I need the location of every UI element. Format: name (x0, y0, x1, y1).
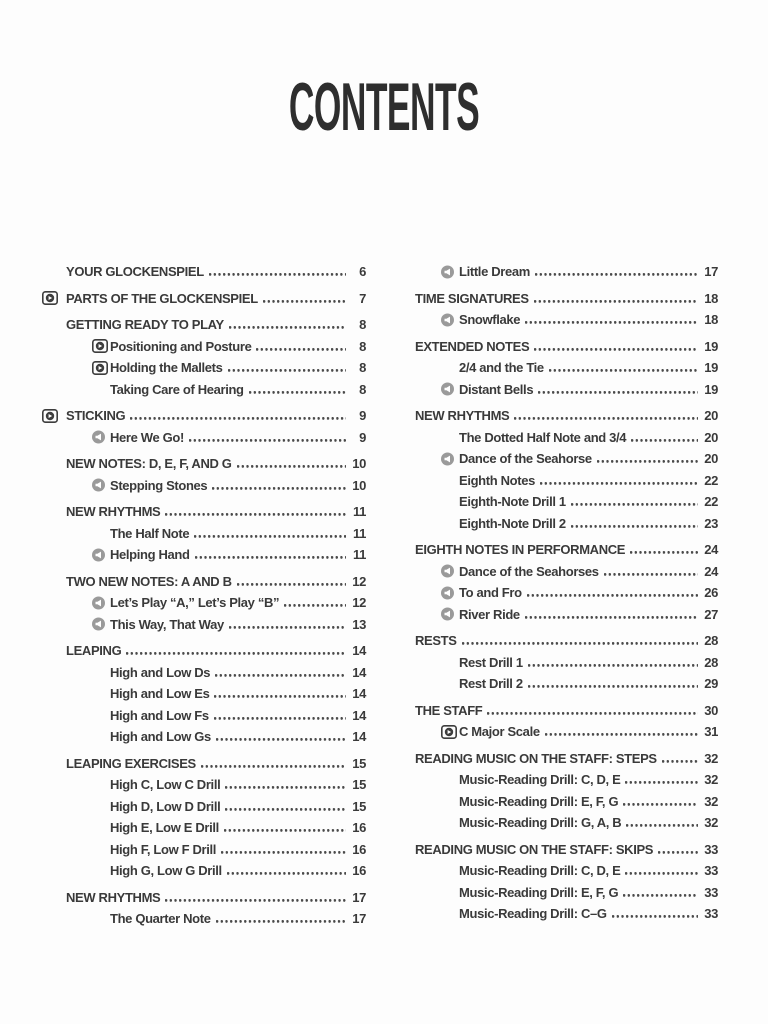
toc-entry-page: 8 (359, 317, 366, 332)
toc-entry-heading (415, 748, 718, 770)
audio-track-icon (92, 548, 105, 561)
audio-track-icon (92, 479, 105, 492)
video-demo-icon (92, 339, 108, 353)
toc-entry-label: High and Low Fs (110, 707, 209, 723)
audio-track-icon (92, 431, 105, 444)
dotted-leader (237, 464, 346, 468)
toc-group (415, 630, 718, 695)
toc-entry-heading (415, 405, 718, 427)
toc-entry-page: 7 (359, 290, 366, 306)
dotted-leader (224, 828, 346, 832)
toc-entry-label: READING MUSIC ON THE STAFF: STEPS (415, 750, 657, 766)
dotted-leader (658, 850, 698, 854)
toc-entry-page: 14 (352, 707, 366, 723)
toc-entry-label: Taking Care of Hearing (110, 381, 244, 397)
toc-entry-page: 15 (352, 755, 366, 771)
audio-track-icon (92, 596, 105, 609)
dotted-leader (225, 807, 346, 811)
toc-entry-heading (66, 261, 366, 283)
toc-entry-heading (415, 630, 718, 652)
toc-entry-label: High C, Low C Drill (110, 777, 221, 792)
dotted-leader (538, 390, 698, 394)
toc-entry-page: 33 (704, 906, 718, 921)
toc-entry-sub (459, 513, 718, 535)
toc-entry-label: Holding the Mallets (110, 360, 223, 375)
toc-entry-label: THE STAFF (415, 702, 483, 718)
toc-column-right (415, 261, 718, 930)
toc-entry-page: 33 (704, 863, 718, 878)
toc-group (66, 405, 366, 448)
toc-entry-label: River Ride (459, 606, 520, 622)
toc-entry-label: The Quarter Note (110, 911, 211, 926)
dotted-leader (229, 625, 346, 629)
dotted-leader (525, 320, 698, 324)
toc-entry-page: 11 (352, 504, 366, 519)
toc-entry-label: EXTENDED NOTES (415, 338, 530, 354)
toc-entry-page: 33 (704, 884, 718, 900)
dotted-leader (229, 325, 346, 329)
dotted-leader (604, 572, 698, 576)
toc-entry-label: High E, Low E Drill (110, 820, 219, 835)
toc-entry-heading (66, 571, 366, 593)
toc-entry-page: 27 (704, 606, 718, 622)
toc-group (66, 288, 366, 310)
page-title: CONTENTS (288, 69, 480, 145)
toc-entry-page: 20 (704, 451, 718, 466)
toc-entry-label: This Way, That Way (110, 616, 224, 632)
toc-entry-sub (110, 614, 366, 636)
dotted-leader (165, 898, 346, 902)
dotted-leader (487, 711, 698, 715)
audio-track-icon (441, 383, 454, 396)
toc-entry-page: 18 (704, 290, 718, 306)
dotted-leader (212, 486, 346, 490)
audio-track-icon (441, 265, 454, 278)
toc-entry-heading (66, 753, 366, 775)
toc-entry-page: 28 (704, 654, 718, 670)
toc-entry-label: Rest Drill 1 (459, 654, 523, 670)
toc-entry-heading (415, 288, 718, 310)
toc-entry-page: 8 (359, 338, 366, 354)
toc-entry-page: 32 (704, 793, 718, 809)
toc-group (66, 501, 366, 566)
toc-entry-sub (459, 309, 718, 331)
toc-entry-sub (110, 839, 366, 861)
video-demo-icon (42, 409, 58, 423)
dotted-leader (527, 593, 698, 597)
toc-group (66, 887, 366, 930)
video-demo-icon (42, 291, 58, 305)
toc-entry-label: RESTS (415, 633, 457, 648)
toc-entry-heading (66, 405, 366, 427)
toc-entry-page: 15 (352, 798, 366, 814)
toc-entry-page: 10 (352, 456, 366, 471)
toc-entry-page: 18 (704, 312, 718, 327)
toc-entry-label: TWO NEW NOTES: A AND B (66, 573, 232, 589)
toc-entry-sub (110, 683, 366, 705)
toc-group (66, 640, 366, 748)
toc-entry-page: 17 (352, 911, 366, 926)
toc-entry-label: TIME SIGNATURES (415, 290, 529, 306)
toc-entry-page: 19 (704, 381, 718, 397)
video-demo-icon (441, 725, 457, 739)
toc-entry-label: Music-Reading Drill: E, F, G (459, 884, 619, 900)
toc-entry-page: 14 (352, 643, 366, 658)
audio-track-icon (441, 565, 454, 578)
dotted-leader (209, 272, 346, 276)
dotted-leader (597, 459, 698, 463)
toc-entry-page: 22 (704, 472, 718, 488)
dotted-leader (189, 438, 346, 442)
toc-entry-heading (66, 453, 366, 475)
dotted-leader (462, 641, 698, 645)
toc-entry-page: 11 (352, 547, 366, 562)
toc-entry-page: 29 (704, 676, 718, 691)
toc-entry-page: 32 (704, 772, 718, 787)
toc-entry-label: Music-Reading Drill: G, A, B (459, 815, 622, 830)
toc-entry-sub (110, 592, 366, 614)
toc-entry-heading (415, 539, 718, 561)
toc-entry-page: 12 (352, 595, 366, 610)
toc-group (415, 261, 718, 283)
toc-entry-sub (459, 903, 718, 925)
dotted-leader (631, 438, 698, 442)
toc-entry-label: Little Dream (459, 264, 530, 279)
toc-entry-page: 19 (704, 360, 718, 375)
toc-entry-label: Positioning and Posture (110, 338, 252, 354)
dotted-leader (214, 694, 346, 698)
dotted-leader (525, 615, 698, 619)
toc-entry-sub (110, 357, 366, 379)
toc-entry-page: 20 (704, 429, 718, 445)
toc-entry-page: 16 (352, 863, 366, 878)
toc-entry-label: EIGHTH NOTES IN PERFORMANCE (415, 542, 626, 557)
toc-entry-sub (110, 705, 366, 727)
toc-entry-sub (459, 357, 718, 379)
toc-entry-heading (66, 640, 366, 662)
dotted-leader (625, 871, 698, 875)
toc-entry-label: High and Low Es (110, 686, 210, 701)
toc-entry-heading (415, 839, 718, 861)
toc-entry-sub (110, 523, 366, 545)
toc-entry-page: 33 (704, 841, 718, 857)
toc-entry-page: 17 (352, 889, 366, 905)
toc-group (66, 314, 366, 400)
dotted-leader (130, 416, 346, 420)
toc-entry-page: 28 (704, 633, 718, 648)
toc-entry-sub (459, 721, 718, 743)
toc-entry-label: Eighth-Note Drill 2 (459, 515, 566, 531)
toc-entry-page: 11 (352, 525, 366, 541)
dotted-leader (201, 764, 346, 768)
toc-entry-sub (110, 796, 366, 818)
toc-entry-label: Eighth-Note Drill 1 (459, 494, 566, 509)
toc-entry-label: Dance of the Seahorses (459, 563, 599, 579)
toc-entry-heading (415, 336, 718, 358)
toc-group (415, 700, 718, 743)
toc-entry-sub (459, 261, 718, 283)
toc-entry-sub (110, 908, 366, 930)
dotted-leader (195, 555, 346, 559)
toc-entry-sub (110, 817, 366, 839)
toc-entry-label: NEW RHYTHMS (66, 889, 161, 905)
toc-entry-sub (459, 561, 718, 583)
toc-entry-page: 19 (704, 338, 718, 354)
audio-track-icon (92, 618, 105, 631)
toc-entry-label: LEAPING (66, 643, 122, 658)
toc-entry-label: Music-Reading Drill: C, D, E (459, 772, 621, 787)
toc-entry-label: Let’s Play “A,” Let’s Play “B” (110, 595, 280, 610)
dotted-leader (221, 850, 346, 854)
toc-entry-label: The Half Note (110, 525, 190, 541)
toc-entry-page: 24 (704, 563, 718, 579)
dotted-leader (263, 299, 346, 303)
dotted-leader (540, 481, 698, 485)
toc-entry-label: High D, Low D Drill (110, 798, 221, 814)
toc-entry-label: Distant Bells (459, 381, 534, 397)
toc-entry-label: Stepping Stones (110, 477, 208, 493)
dotted-leader (225, 785, 346, 789)
toc-entry-page: 12 (352, 573, 366, 589)
video-demo-icon (92, 361, 108, 375)
toc-entry-label: YOUR GLOCKENSPIEL (66, 264, 204, 279)
toc-entry-heading (66, 288, 366, 310)
toc-entry-label: The Dotted Half Note and 3/4 (459, 429, 627, 445)
toc-entry-page: 8 (359, 381, 366, 397)
toc-entry-label: Music-Reading Drill: C, D, E (459, 863, 621, 878)
toc-entry-page: 10 (352, 477, 366, 493)
toc-entry-heading (66, 887, 366, 909)
toc-entry-label: High F, Low F Drill (110, 841, 217, 857)
toc-group (415, 336, 718, 401)
dotted-leader (571, 502, 698, 506)
toc-entry-label: Music-Reading Drill: E, F, G (459, 793, 619, 809)
toc-entry-label: Music-Reading Drill: C–G (459, 906, 607, 921)
toc-entry-page: 30 (704, 702, 718, 718)
toc-entry-page: 16 (352, 820, 366, 835)
dotted-leader (534, 347, 698, 351)
toc-entry-sub (459, 769, 718, 791)
dotted-leader (571, 524, 698, 528)
toc-entry-sub (459, 470, 718, 492)
dotted-leader (535, 272, 698, 276)
dotted-leader (126, 651, 346, 655)
toc-entry-page: 15 (352, 777, 366, 792)
toc-entry-page: 14 (352, 664, 366, 680)
toc-entry-label: LEAPING EXERCISES (66, 755, 196, 771)
toc-entry-page: 31 (704, 724, 718, 739)
dotted-leader (227, 871, 346, 875)
toc-entry-page: 23 (704, 515, 718, 531)
toc-entry-sub (110, 726, 366, 748)
dotted-leader (216, 919, 346, 923)
toc-column-left (66, 261, 366, 930)
toc-entry-label: High and Low Ds (110, 664, 211, 680)
toc-entry-label: NEW RHYTHMS (415, 408, 510, 423)
toc-entry-sub (110, 544, 366, 566)
toc-group (415, 748, 718, 834)
toc-entry-sub (459, 379, 718, 401)
toc-entry-label: Here We Go! (110, 429, 184, 445)
toc-entry-label: C Major Scale (459, 724, 540, 739)
toc-entry-sub (459, 582, 718, 604)
toc-entry-sub (459, 427, 718, 449)
toc-entry-heading (66, 314, 366, 336)
dotted-leader (528, 684, 698, 688)
toc-entry-page: 24 (704, 542, 718, 557)
toc-entry-sub (459, 604, 718, 626)
toc-entry-label: High and Low Gs (110, 729, 211, 744)
toc-entry-label: NEW NOTES: D, E, F, AND G (66, 456, 232, 471)
dotted-leader (549, 368, 698, 372)
toc-entry-label: PARTS OF THE GLOCKENSPIEL (66, 290, 258, 306)
dotted-leader (165, 512, 346, 516)
dotted-leader (215, 673, 346, 677)
dotted-leader (228, 368, 346, 372)
toc-entry-label: GETTING READY TO PLAY (66, 317, 224, 332)
audio-track-icon (441, 608, 454, 621)
toc-entry-sub (459, 652, 718, 674)
dotted-leader (626, 823, 698, 827)
toc-entry-sub (459, 673, 718, 695)
toc-entry-label: Rest Drill 2 (459, 676, 523, 691)
dotted-leader (249, 390, 346, 394)
toc-entry-page: 9 (359, 429, 366, 445)
dotted-leader (623, 802, 698, 806)
toc-entry-sub (459, 491, 718, 513)
toc-group (415, 288, 718, 331)
toc-entry-page: 16 (352, 841, 366, 857)
dotted-leader (237, 582, 346, 586)
audio-track-icon (441, 313, 454, 326)
toc-entry-sub (459, 860, 718, 882)
toc-entry-sub (110, 427, 366, 449)
toc-entry-sub (110, 662, 366, 684)
toc-entry-sub (110, 774, 366, 796)
toc-group (66, 571, 366, 636)
dotted-leader (284, 603, 346, 607)
toc-entry-page: 26 (704, 585, 718, 600)
dotted-leader (214, 716, 346, 720)
toc-entry-page: 14 (352, 729, 366, 744)
toc-group (66, 261, 366, 283)
toc-entry-label: Dance of the Seahorse (459, 451, 592, 466)
toc-entry-sub (459, 791, 718, 813)
dotted-leader (528, 663, 698, 667)
toc-entry-heading (66, 501, 366, 523)
toc-entry-page: 32 (704, 815, 718, 830)
dotted-leader (545, 732, 698, 736)
dotted-leader (612, 914, 698, 918)
toc-entry-page: 13 (352, 616, 366, 632)
toc-group (66, 753, 366, 882)
toc-entry-page: 17 (704, 264, 718, 279)
toc-entry-label: Eighth Notes (459, 472, 535, 488)
toc-entry-page: 9 (359, 408, 366, 423)
toc-entry-label: READING MUSIC ON THE STAFF: SKIPS (415, 841, 654, 857)
toc-entry-sub (110, 860, 366, 882)
toc-group (66, 453, 366, 496)
toc-columns (66, 261, 718, 930)
toc-entry-page: 14 (352, 686, 366, 701)
toc-entry-label: NEW RHYTHMS (66, 504, 161, 519)
toc-entry-sub (110, 475, 366, 497)
toc-entry-label: STICKING (66, 408, 126, 423)
toc-entry-label: High G, Low G Drill (110, 863, 222, 878)
audio-track-icon (441, 452, 454, 465)
toc-entry-heading (415, 700, 718, 722)
toc-entry-page: 20 (704, 408, 718, 423)
dotted-leader (514, 416, 698, 420)
toc-entry-page: 8 (359, 360, 366, 375)
toc-group (415, 405, 718, 534)
toc-entry-page: 6 (359, 264, 366, 279)
toc-entry-label: 2/4 and the Tie (459, 360, 544, 375)
toc-entry-label: To and Fro (459, 585, 522, 600)
toc-entry-sub (110, 336, 366, 358)
toc-group (415, 539, 718, 625)
audio-track-icon (441, 586, 454, 599)
toc-entry-page: 32 (704, 750, 718, 766)
dotted-leader (662, 759, 698, 763)
dotted-leader (625, 780, 698, 784)
toc-entry-sub (459, 812, 718, 834)
dotted-leader (216, 737, 346, 741)
dotted-leader (623, 893, 698, 897)
toc-entry-sub (459, 448, 718, 470)
toc-group (415, 839, 718, 925)
toc-entry-label: Snowflake (459, 312, 521, 327)
toc-entry-sub (110, 379, 366, 401)
dotted-leader (256, 347, 346, 351)
dotted-leader (630, 550, 698, 554)
toc-entry-page: 22 (704, 494, 718, 509)
dotted-leader (534, 299, 698, 303)
dotted-leader (194, 534, 346, 538)
toc-entry-label: Helping Hand (110, 547, 190, 562)
toc-entry-sub (459, 882, 718, 904)
